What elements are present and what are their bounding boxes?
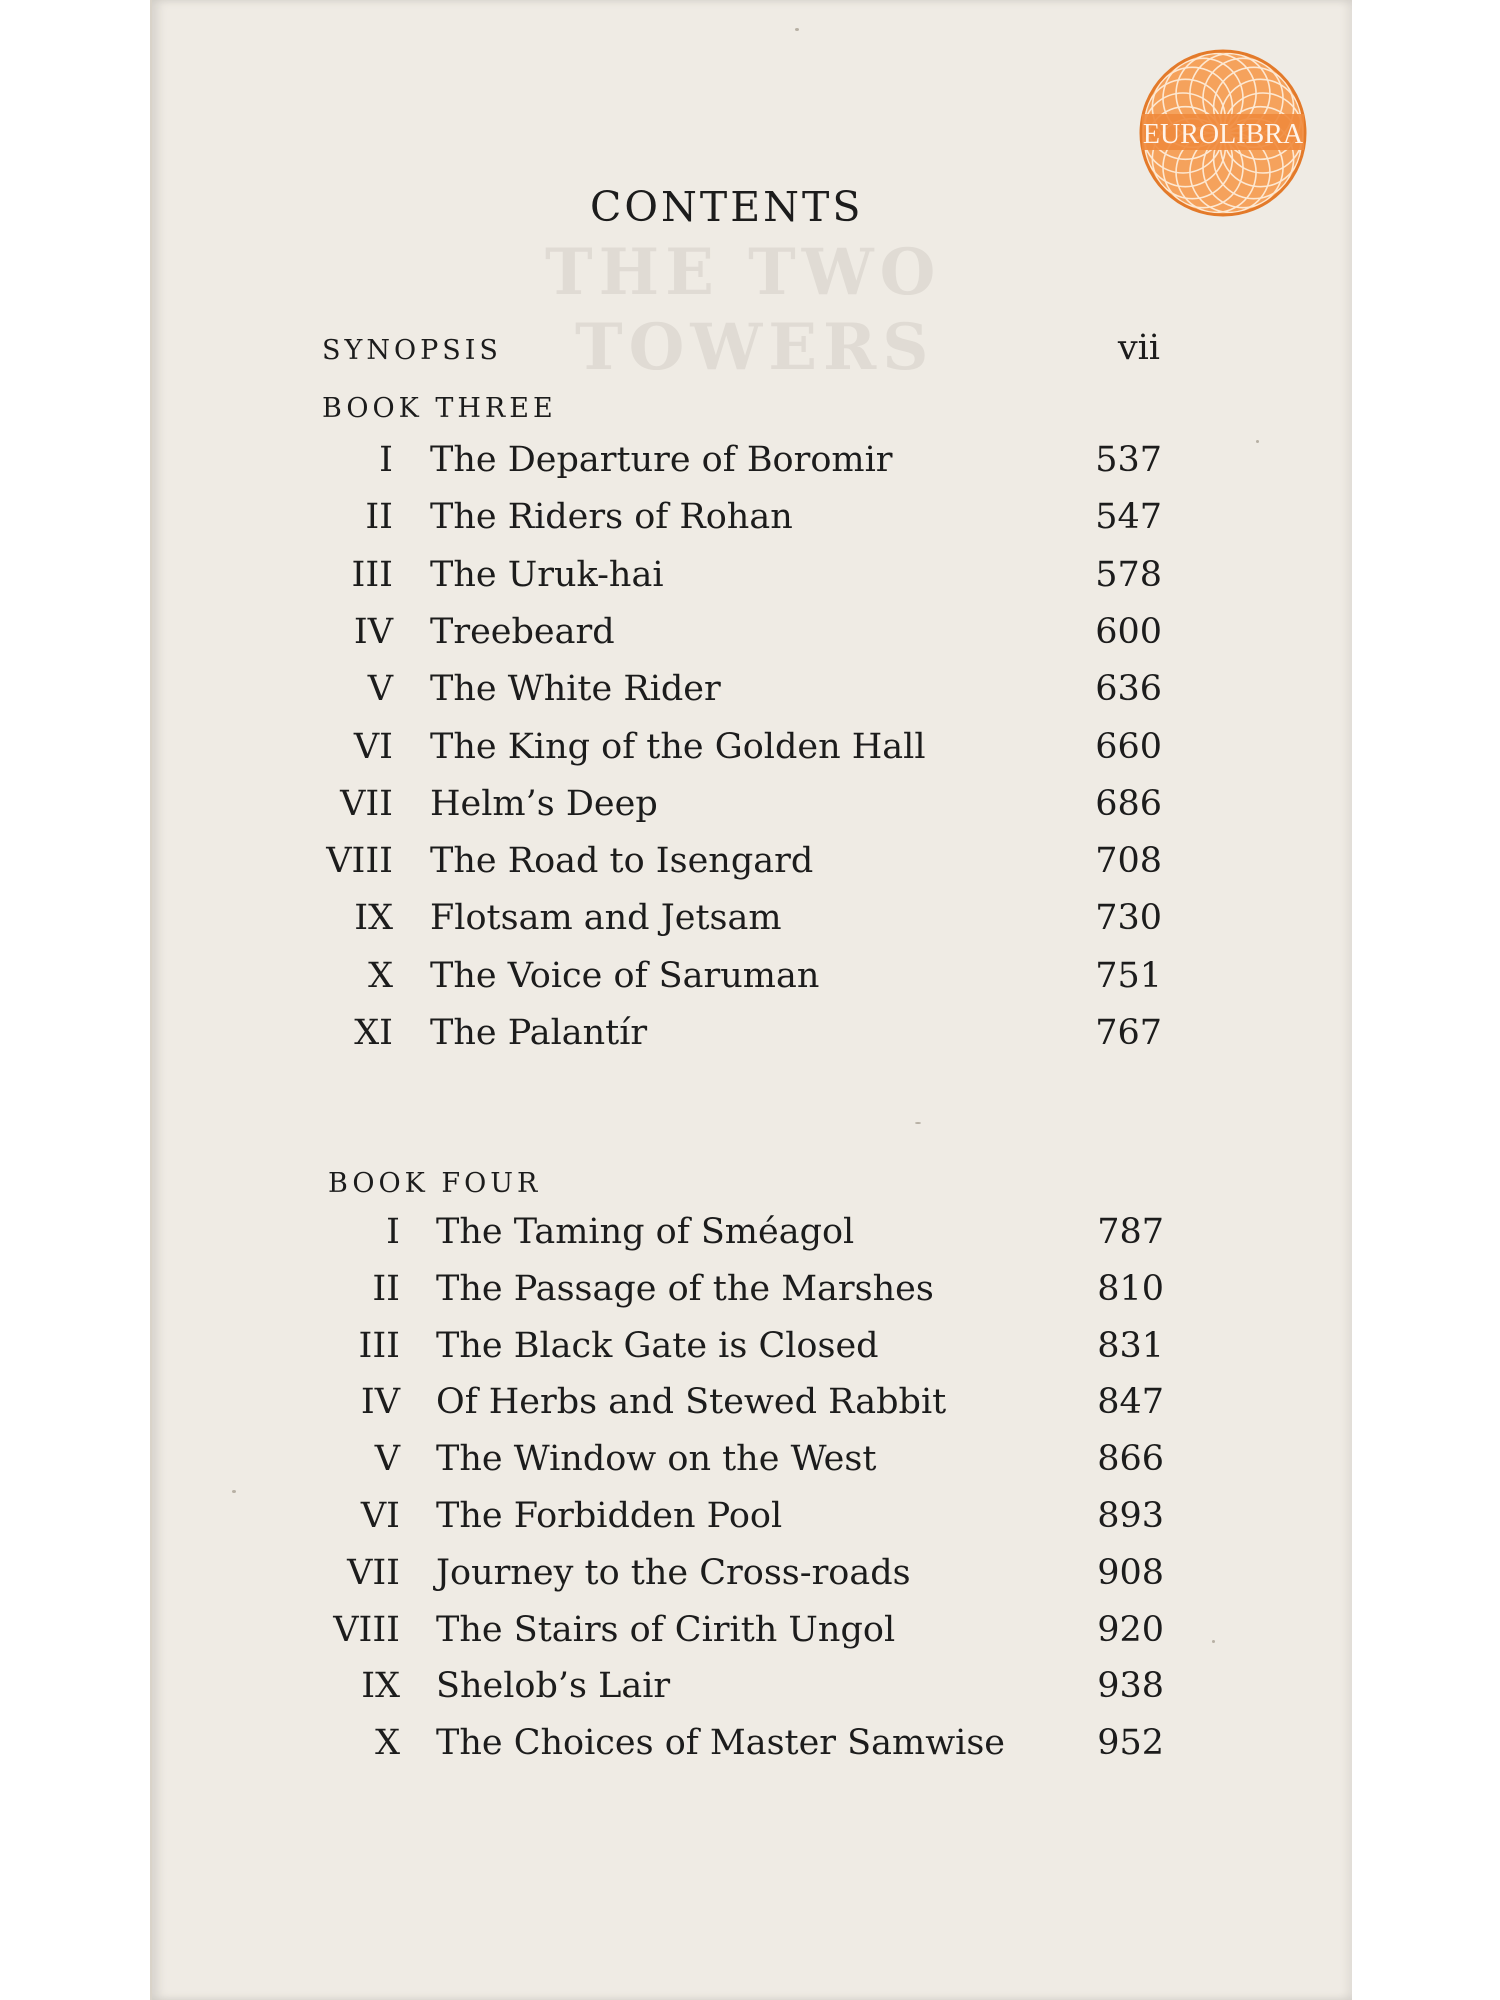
- chapter-number: II: [372, 1268, 400, 1309]
- chapter-page-number: 810: [1097, 1268, 1164, 1309]
- toc-entry: [0, 1382, 1500, 1438]
- chapter-number: VI: [353, 726, 393, 767]
- chapter-number: IV: [353, 611, 393, 652]
- toc-entry: [0, 669, 1500, 725]
- chapter-title: Helm’s Deep: [430, 783, 658, 824]
- chapter-page-number: 730: [1095, 898, 1162, 939]
- toc-entry: [0, 1553, 1500, 1609]
- chapter-title: The Departure of Boromir: [430, 440, 893, 480]
- toc-entry: [0, 727, 1500, 783]
- toc-entry: [0, 1610, 1500, 1666]
- chapter-number: VI: [360, 1496, 400, 1536]
- chapter-page-number: 952: [1097, 1723, 1164, 1764]
- chapter-page-number: 686: [1095, 783, 1162, 824]
- chapter-page-number: 708: [1095, 841, 1162, 882]
- chapter-title: The Stairs of Cirith Ungol: [436, 1609, 896, 1650]
- synopsis-label: SYNOPSIS: [322, 335, 502, 366]
- chapter-number: VII: [347, 1552, 400, 1593]
- chapter-title: Shelob’s Lair: [436, 1666, 671, 1707]
- show-through-text: THE TWO: [545, 235, 942, 310]
- chapter-title: The Voice of Saruman: [430, 955, 820, 996]
- toc-entry: [0, 1326, 1500, 1382]
- chapter-title: The Forbidden Pool: [436, 1496, 783, 1536]
- chapter-number: V: [374, 1439, 400, 1480]
- toc-entry: [0, 1269, 1500, 1325]
- chapter-page-number: 767: [1095, 1013, 1162, 1053]
- book-four-heading: BOOK FOUR: [328, 1168, 542, 1199]
- chapter-number: III: [351, 554, 393, 595]
- toc-entry: [0, 841, 1500, 897]
- chapter-title: The King of the Golden Hall: [430, 726, 926, 767]
- chapter-page-number: 600: [1095, 611, 1162, 652]
- chapter-title: Of Herbs and Stewed Rabbit: [436, 1382, 947, 1423]
- chapter-page-number: 636: [1095, 669, 1162, 710]
- chapter-title: The Palantír: [430, 1013, 648, 1053]
- paper-speck: [232, 1490, 236, 1493]
- toc-entry: [0, 1723, 1500, 1779]
- toc-entry: [0, 1013, 1500, 1069]
- chapter-page-number: 866: [1097, 1439, 1164, 1480]
- synopsis-page: vii: [1117, 328, 1160, 368]
- toc-entry: [0, 956, 1500, 1012]
- book-three-heading: BOOK THREE: [322, 393, 557, 424]
- chapter-number: III: [358, 1325, 400, 1366]
- chapter-page-number: 751: [1095, 955, 1162, 996]
- chapter-number: X: [368, 955, 393, 996]
- chapter-page-number: 847: [1097, 1382, 1164, 1423]
- chapter-page-number: 938: [1097, 1666, 1164, 1707]
- chapter-title: Treebeard: [430, 611, 615, 652]
- chapter-page-number: 831: [1097, 1325, 1164, 1366]
- chapter-page-number: 908: [1097, 1552, 1164, 1593]
- chapter-title: Flotsam and Jetsam: [430, 898, 782, 939]
- chapter-page-number: 578: [1095, 554, 1162, 595]
- chapter-title: The Road to Isengard: [430, 841, 814, 882]
- chapter-number: I: [379, 440, 393, 480]
- toc-entry: [0, 1496, 1500, 1552]
- chapter-page-number: 787: [1097, 1212, 1164, 1252]
- chapter-number: VIII: [333, 1609, 400, 1650]
- page-title: CONTENTS: [590, 183, 864, 231]
- chapter-page-number: 547: [1095, 497, 1162, 538]
- chapter-title: The Riders of Rohan: [430, 497, 793, 538]
- chapter-number: I: [386, 1212, 400, 1252]
- chapter-title: The Window on the West: [436, 1439, 877, 1480]
- toc-entry: [0, 1439, 1500, 1495]
- chapter-title: The Black Gate is Closed: [436, 1325, 879, 1366]
- chapter-number: X: [375, 1723, 400, 1764]
- chapter-title: Journey to the Cross-roads: [436, 1552, 911, 1593]
- chapter-number: IX: [354, 898, 393, 939]
- chapter-title: The Taming of Sméagol: [436, 1212, 855, 1252]
- chapter-page-number: 537: [1095, 440, 1162, 480]
- paper-speck: [1256, 440, 1259, 443]
- chapter-page-number: 893: [1097, 1496, 1164, 1536]
- chapter-page-number: 920: [1097, 1609, 1164, 1650]
- toc-entry: [0, 612, 1500, 668]
- chapter-number: II: [365, 497, 393, 538]
- chapter-title: The White Rider: [430, 669, 721, 710]
- chapter-number: IV: [360, 1382, 400, 1423]
- paper-speck: [1212, 1640, 1215, 1643]
- chapter-title: The Choices of Master Samwise: [436, 1723, 1006, 1764]
- toc-entry: [0, 440, 1500, 496]
- chapter-number: V: [367, 669, 393, 710]
- chapter-number: XI: [354, 1013, 393, 1053]
- chapter-title: The Uruk-hai: [430, 554, 664, 595]
- chapter-number: VII: [340, 783, 393, 824]
- toc-entry: [0, 1212, 1500, 1268]
- chapter-number: VIII: [326, 841, 393, 882]
- toc-entry: [0, 898, 1500, 954]
- chapter-number: IX: [361, 1666, 400, 1707]
- toc-entry: [0, 555, 1500, 611]
- toc-entry: [0, 497, 1500, 553]
- paper-speck: [915, 1122, 921, 1124]
- paper-speck: [795, 28, 799, 31]
- chapter-title: The Passage of the Marshes: [436, 1268, 934, 1309]
- chapter-page-number: 660: [1095, 726, 1162, 767]
- toc-entry: [0, 784, 1500, 840]
- toc-entry: [0, 1666, 1500, 1722]
- stamp-label: EUROLIBRA: [1142, 119, 1304, 150]
- show-through-text: TOWERS: [575, 310, 935, 385]
